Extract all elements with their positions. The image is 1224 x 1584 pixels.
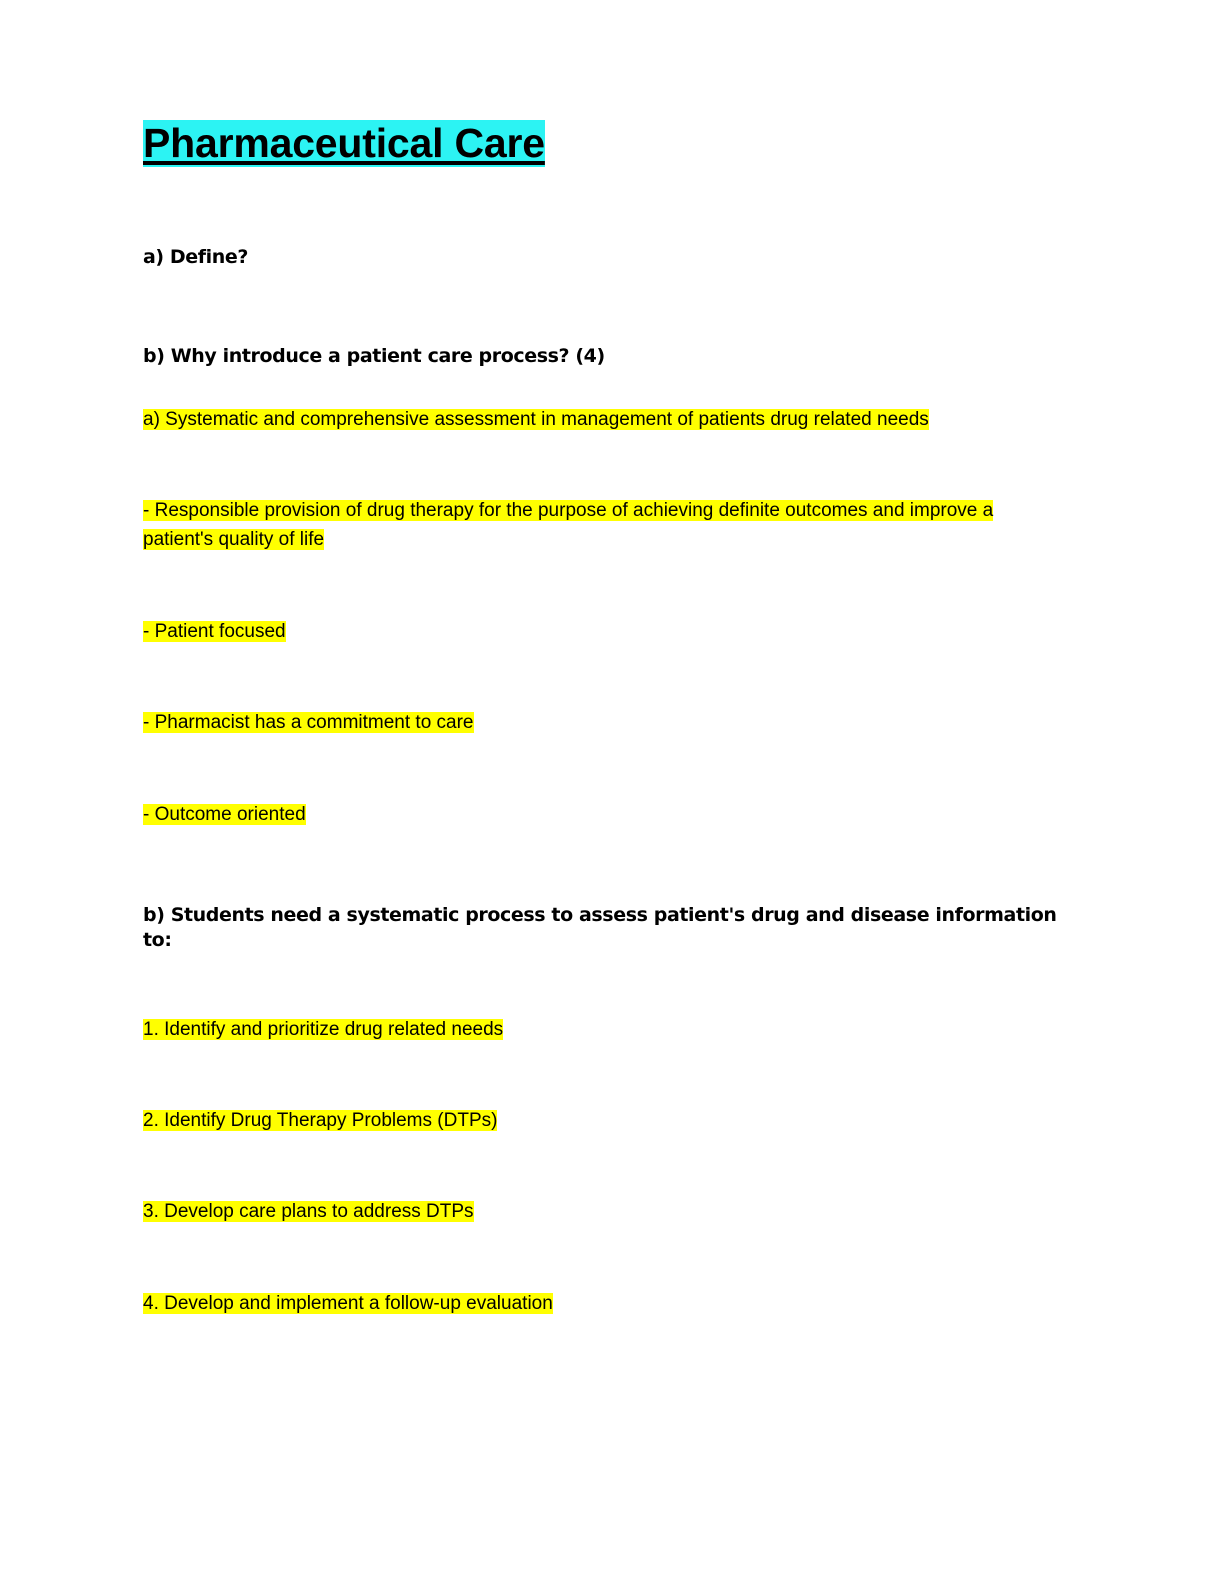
spacer — [143, 1227, 1084, 1289]
answer-text: 4. Develop and implement a follow-up evaluation — [143, 1292, 553, 1314]
spacer — [143, 829, 1084, 903]
answer-item — [143, 405, 1048, 434]
spacer — [143, 369, 1084, 405]
answer-item — [143, 1106, 1048, 1135]
answer-text: - Outcome oriented — [143, 803, 306, 825]
answer-item — [143, 1015, 1048, 1044]
page-title: Pharmaceutical Care — [143, 120, 545, 166]
spacer — [143, 1044, 1084, 1106]
spacer — [143, 646, 1084, 708]
answer-text: 3. Develop care plans to address DTPs — [143, 1201, 474, 1223]
answer-text: - Responsible provision of drug therapy for the purpose of achieving definite outcomes and improve a patient's quality of life — [143, 499, 994, 551]
answer-text: a) Systematic and comprehensive assessment in management of patients drug related needs — [143, 408, 929, 430]
answer-item — [143, 800, 1048, 829]
answer-item — [143, 617, 1048, 646]
page-title-wrapper — [143, 120, 1084, 167]
spacer — [143, 1135, 1084, 1197]
question-b: b) Why introduce a patient care process? (4) — [143, 344, 605, 367]
answer-item — [143, 1197, 1048, 1226]
spacer — [143, 270, 1084, 344]
spacer — [143, 434, 1084, 496]
answer-item — [143, 708, 1048, 737]
question-b2: b) Students need a systematic process to assess patient's drug and disease information to: — [143, 904, 1057, 951]
question-a: a) Define? — [143, 246, 248, 269]
answer-text: 1. Identify and prioritize drug related needs — [143, 1018, 504, 1040]
answer-text: - Patient focused — [143, 620, 286, 642]
answer-text: 2. Identify Drug Therapy Problems (DTPs) — [143, 1109, 498, 1131]
answer-text: - Pharmacist has a commitment to care — [143, 712, 474, 734]
spacer — [143, 738, 1084, 800]
answer-item — [143, 496, 1048, 555]
spacer — [143, 555, 1084, 617]
spacer — [143, 953, 1084, 1015]
answer-item — [143, 1289, 1048, 1318]
